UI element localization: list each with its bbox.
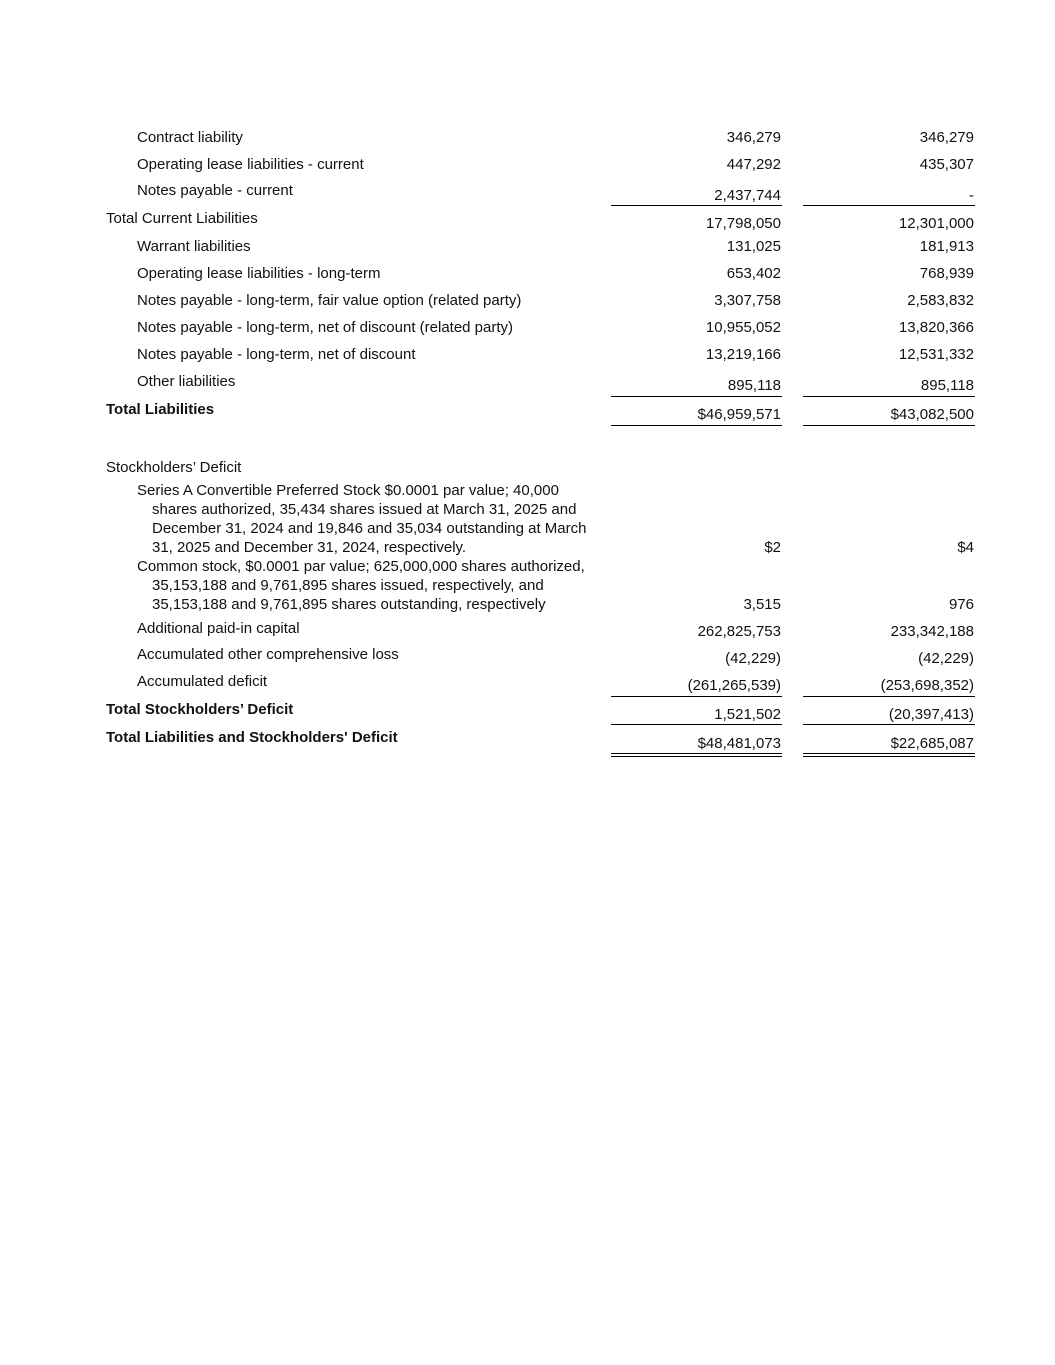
value-col1: 3,515 [743,596,781,613]
value-col1: $46,959,571 [697,406,781,423]
table-row [0,645,1055,665]
underline-col2 [803,396,975,397]
value-col1: 17,798,050 [705,215,781,232]
common-stock-values [0,595,1055,615]
value-col2: 346,279 [919,129,974,146]
underline-col2 [803,425,975,426]
underline-col1 [611,205,782,206]
row-label: Total Liabilities [106,401,215,418]
table-row [0,345,1055,365]
value-col1: (42,229) [725,650,781,667]
value-col1: 3,307,758 [714,292,781,309]
section-heading: Stockholders’ Deficit [106,459,242,476]
value-col2: 181,913 [919,238,974,255]
grand-total-row [0,728,1055,752]
value-col2: $4 [957,539,974,556]
row-label: Total Liabilities and Stockholders' Deficit [106,729,398,746]
underline-col1 [611,696,782,697]
table-row [0,181,1055,204]
table-row [0,264,1055,284]
total-liabilities-row [0,400,1055,423]
row-label: Warrant liabilities [137,238,251,255]
value-col1: 10,955,052 [705,319,781,336]
total-stockholders-deficit-row [0,700,1055,723]
value-col2: (20,397,413) [888,706,974,723]
value-col1: 262,825,753 [697,623,781,640]
value-col2: 12,301,000 [898,215,974,232]
row-label: Accumulated other comprehensive loss [137,646,399,663]
value-col2: $22,685,087 [890,735,974,752]
label-line: December 31, 2024 and 19,846 and 35,034 outstanding at March [152,520,587,537]
label-line: Series A Convertible Preferred Stock $0.0001 par value; 40,000 [137,482,559,499]
preferred-stock-values [0,538,1055,558]
value-col2: 895,118 [920,377,974,394]
value-col1: 653,402 [726,265,781,282]
table-row [0,318,1055,338]
table-row [0,291,1055,311]
value-col2: $43,082,500 [890,406,974,423]
table-row [0,372,1055,392]
row-label: Operating lease liabilities - current [137,156,364,173]
value-col2: 976 [948,596,974,613]
label-line: 35,153,188 and 9,761,895 shares outstanding, respectively [152,596,546,613]
value-col2: - [969,187,974,204]
value-col2: 12,531,332 [898,346,974,363]
row-label: Notes payable - long-term, fair value option (related party) [137,292,522,309]
row-label: Notes payable - long-term, net of discount [137,346,416,363]
table-row [0,619,1055,639]
value-col1: $2 [764,539,781,556]
table-row [0,128,1055,148]
value-col1: 131,025 [726,238,781,255]
underline-col2 [803,724,975,725]
value-col1: 346,279 [726,129,781,146]
value-col2: 233,342,188 [890,623,974,640]
value-col2: 435,307 [919,156,974,173]
row-label: Other liabilities [137,373,236,390]
table-row [0,672,1055,692]
total-current-liabilities-row [0,209,1055,232]
value-col1: 447,292 [726,156,781,173]
label-line: Common stock, $0.0001 par value; 625,000,000 shares authorized, [137,558,585,575]
value-col2: (42,229) [918,650,974,667]
row-label: Additional paid-in capital [137,620,300,637]
label-line: 31, 2025 and December 31, 2024, respectively. [152,539,467,556]
value-col1: $48,481,073 [697,735,781,752]
value-col1: (261,265,539) [687,677,781,694]
table-row [0,237,1055,257]
underline-col2 [803,205,975,206]
row-label: Total Current Liabilities [106,210,258,227]
row-label: Total Stockholders’ Deficit [106,701,294,718]
underline-col1 [611,425,782,426]
underline-col2 [803,696,975,697]
row-label: Notes payable - current [137,182,293,199]
value-col2: 768,939 [919,265,974,282]
double-underline-col1 [611,753,782,757]
section-heading-row [0,458,1055,478]
underline-col1 [611,724,782,725]
value-col1: 2,437,744 [714,187,781,204]
double-underline-col2 [803,753,975,757]
label-line: 35,153,188 and 9,761,895 shares issued, respectively, and [152,577,544,594]
row-label: Notes payable - long-term, net of discount (related party) [137,319,514,336]
row-label: Accumulated deficit [137,673,268,690]
row-label: Operating lease liabilities - long-term [137,265,381,282]
value-col2: 2,583,832 [907,292,974,309]
value-col2: (253,698,352) [880,677,974,694]
value-col1: 1,521,502 [714,706,781,723]
value-col1: 13,219,166 [705,346,781,363]
table-row [0,155,1055,175]
label-line: shares authorized, 35,434 shares issued at March 31, 2025 and [152,501,577,518]
value-col2: 13,820,366 [898,319,974,336]
value-col1: 895,118 [727,377,781,394]
underline-col1 [611,396,782,397]
row-label: Contract liability [137,129,243,146]
